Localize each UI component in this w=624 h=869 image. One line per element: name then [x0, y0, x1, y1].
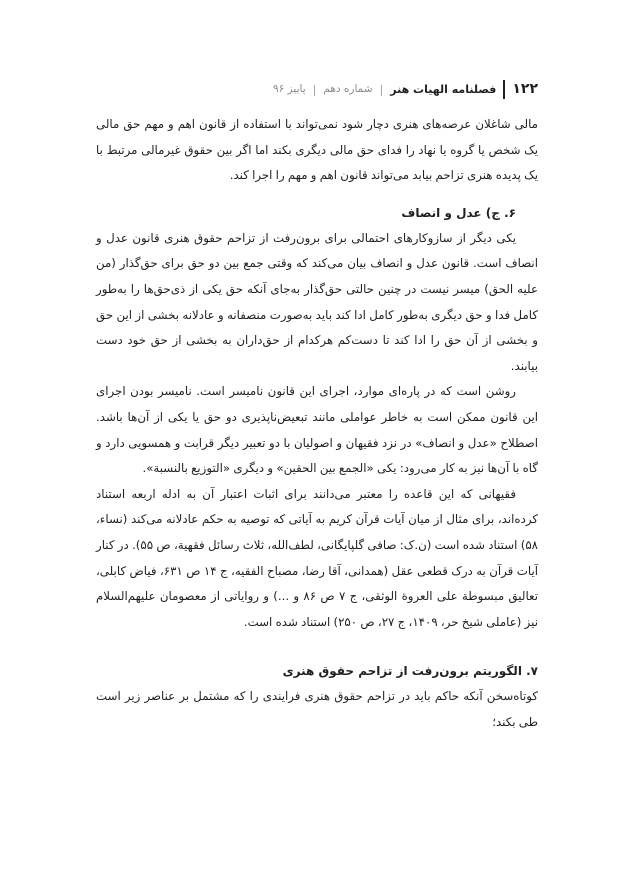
- paragraph: روشن است که در پاره‌ای موارد، اجرای این قانون نامیسر است. نامیسر بودن اجرای این قانون ممکن است به خاطر عواملی مانند تبعیض‌ناپذیری دو حق یا یکی از آن‌ها باشد. اصطلاح «عدل و انصاف» در نزد فقیهان و اصولیان با دو تعبیر دیگر قرابت و همسویی دارد و گاه با آن‌ها نیز به کار می‌رود: یکی «الجمع بین الحقین» و دیگری «التوزیع بالنسبة».: [96, 384, 538, 476]
- paragraph: یکی دیگر از سازوکارهای احتمالی برای برون‌رفت از تزاحم حقوق هنری قانون عدل و انصاف است. قانون عدل و انصاف بیان می‌کند که وقتی جمع بین دو حق برای حق‌گذار (من علیه الحق) میسر نیست در چنین حالتی حق‌گذار به‌جای آنکه حق یکی از ذی‌حق‌ها را به‌طور کامل فدا و حق دیگری به‌طور کامل ادا کند باید به‌صورت منصفانه و عادلانه بخشی از این حق و بخشی از آن حق را ادا کند تا دست‌کم هرکدام از حق‌داران به بخشی از حق خود دست بیابند.: [96, 230, 538, 373]
- running-header: [88, 78, 538, 100]
- issue-label: شماره دهم: [323, 83, 373, 95]
- paragraph: فقیهانی که این قاعده را معتبر می‌دانند برای اثبات اعتبار آن به ادله اربعه استناد کرده‌اند، برای مثال از میان آیات قرآن‌ کریم به آیاتی که توصیه به حکم عادلانه می‌کند (نساء، ۵۸) استناد شده است (ن.ک: صافی گلپایگانی، لطف‌الله، ثلاث رسائل فقهیة، ص ۵۵). در کنار آیات قرآن به درک قطعی عقل (همدانی، آقا رضا، مصباح الفقیه، ج ۱۴ ص ۶۳۱، فیاض کابلی، تعالیق مبسوطة علی العروة الوثقی، ج ۷ ص ۸۶ و ...) و روایاتی از معصومان علیهم‌السلام نیز (عاملی شیخ حر، ۱۴۰۹، ج ۲۷، ص ۲۵۰) استناد شده است.: [96, 486, 539, 629]
- body-text: [96, 112, 538, 735]
- paragraph: کوتاه‌سخن آنکه حاکم باید در تزاحم حقوق هنری فرایندی را که مشتمل بر عناصر زیر است طی بکند؛: [96, 689, 538, 729]
- header-separator: |: [379, 82, 384, 96]
- journal-title: فصلنامه الهیات هنر: [390, 82, 497, 96]
- section-heading: ۷. الگوریتم برون‌رفت از تزاحم حقوق هنری: [282, 664, 538, 679]
- page-number: ۱۲۲: [512, 81, 538, 97]
- header-divider: [503, 80, 505, 99]
- subsection-heading: ۶. ج) عدل و انصاف: [401, 205, 516, 220]
- paragraph-continued: مالی شاغلان عرصه‌های هنری دچار شود نمی‌تواند با استفاده از قانون اهم و مهم حق مالی یک شخص یا گروه یا نهاد را فدای حق مالی دیگری بکند اما اگر بین حقوق غیرمالی مرتبط با یک پدیده هنری تزاحم بیابد می‌تواند قانون اهم و مهم را اجرا کند.: [96, 117, 538, 183]
- season-label: پاییز ۹۶: [273, 83, 306, 95]
- header-separator: |: [312, 82, 317, 96]
